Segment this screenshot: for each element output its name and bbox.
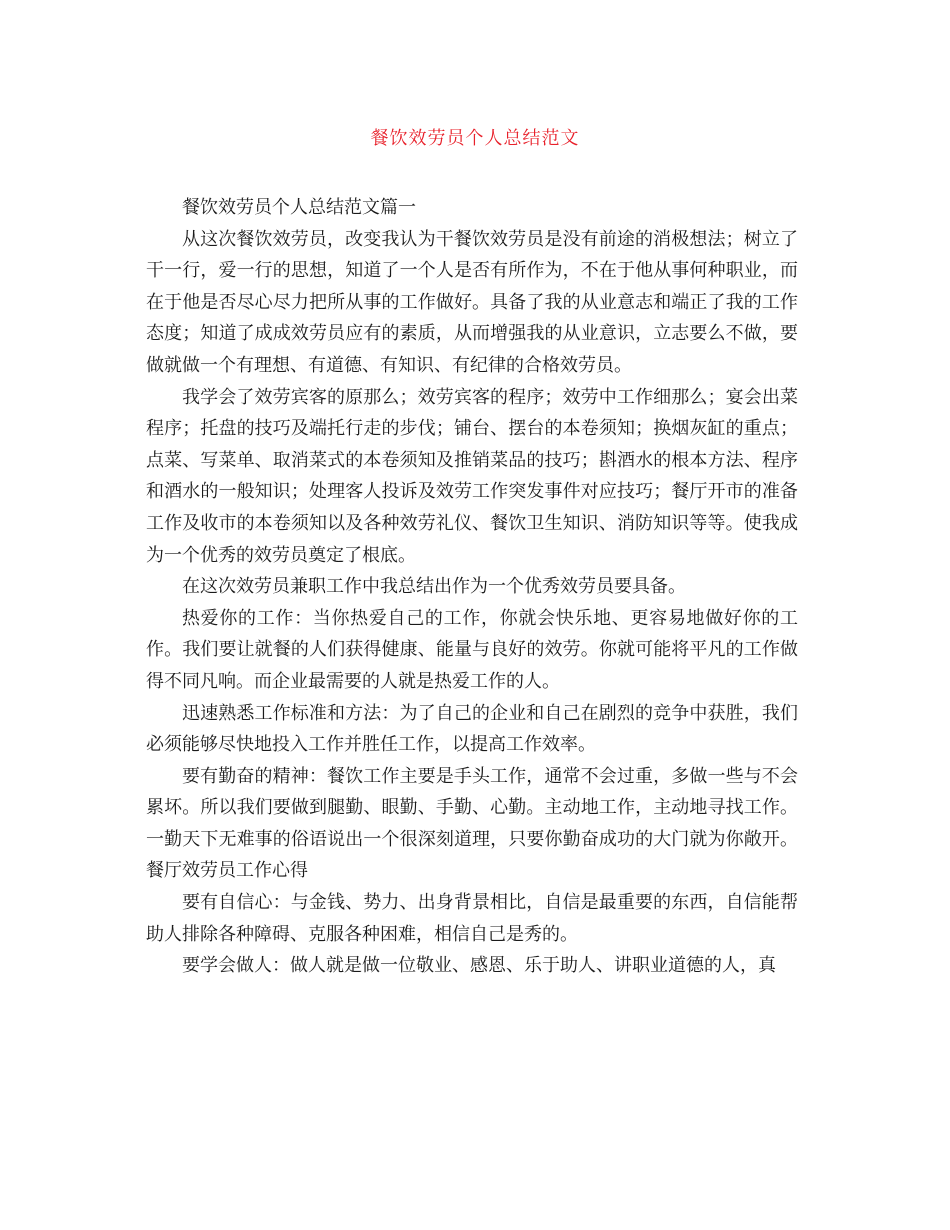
- document-title: 餐饮效劳员个人总结范文: [370, 128, 580, 149]
- paragraph: 要有勤奋的精神：餐饮工作主要是手头工作，通常不会过重，多做一些与不会累坏。所以我们要做到腿勤、眼勤、手勤、心勤。主动地工作，主动地寻找工作。一勤天下无难事的俗语说出一个很深刻道理，只要你勤奋成功的大门就为你敞开。餐厅效劳员工作心得: [146, 765, 798, 882]
- paragraph: 我学会了效劳宾客的原那么；效劳宾客的程序；效劳中工作细那么；宴会出菜程序；托盘的技巧及端托行走的步伐；铺台、摆台的本卷须知；换烟灰缸的重点；点菜、写菜单、取消菜式的本卷须知及推销菜品的技巧；斟酒水的根本方法、程序和酒水的一般知识；处理客人投诉及效劳工作突发事件对应技巧；餐厅开市的准备工作及收市的本卷须知以及各种效劳礼仪、餐饮卫生知识、消防知识等等。使我成为一个优秀的效劳员奠定了根底。: [146, 386, 798, 566]
- paragraph: 在这次效劳员兼职工作中我总结出作为一个优秀效劳员要具备。: [182, 576, 686, 598]
- section-heading: 餐饮效劳员个人总结范文篇一: [182, 197, 416, 218]
- paragraph: 要学会做人：做人就是做一位敬业、感恩、乐于助人、讲职业道德的人，真: [182, 955, 776, 977]
- paragraph: 热爱你的工作：当你热爱自己的工作，你就会快乐地、更容易地做好你的工作。我们要让就餐的人们获得健康、能量与良好的效劳。你就可能将平凡的工作做得不同凡响。而企业最需要的人就是热爱工作的人。: [146, 607, 798, 692]
- paragraph: 迅速熟悉工作标准和方法：为了自己的企业和自己在剧烈的竞争中获胜，我们必须能够尽快地投入工作并胜任工作，以提高工作效率。: [146, 702, 798, 756]
- paragraph: 要有自信心：与金钱、势力、出身背景相比，自信是最重要的东西，自信能帮助人排除各种障碍、克服各种困难，相信自己是秀的。: [146, 892, 798, 945]
- document-body: [146, 192, 798, 982]
- paragraph: 从这次餐饮效劳员，改变我认为干餐饮效劳员是没有前途的消极想法；树立了干一行，爱一行的思想，知道了一个人是否有所作为，不在于他从事何种职业，而在于他是否尽心尽力把所从事的工作做好。具备了我的从业意志和端正了我的工作态度；知道了成成效劳员应有的素质，从而增强我的从业意识，立志要么不做，要做就做一个有理想、有道德、有知识、有纪律的合格效劳员。: [146, 228, 798, 376]
